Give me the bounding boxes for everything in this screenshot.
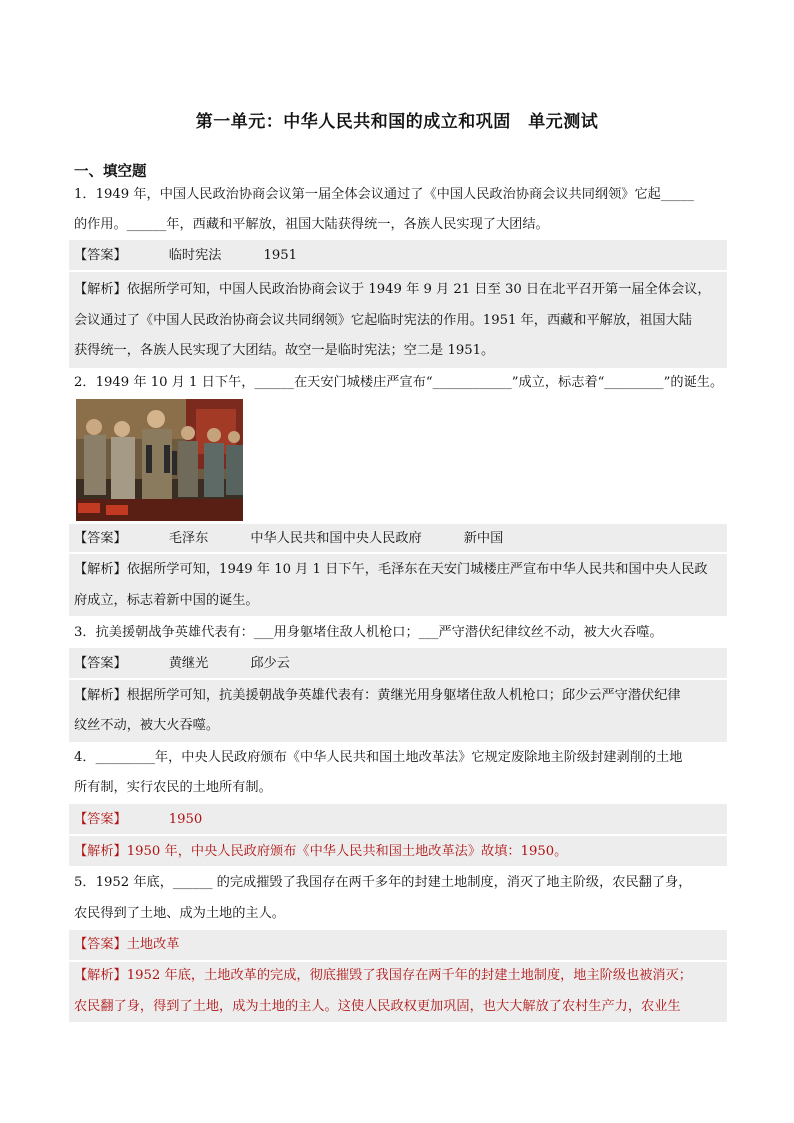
answer-value: 1951 [263, 248, 298, 263]
q2-answer-line [74, 529, 724, 549]
q1-line-1: 1．1949 年，中国人民政治协商会议第一届全体会议通过了《中国人民政治协商会议共同纲领》它起_____ [74, 187, 694, 202]
answer-value: 土地改革 [126, 937, 180, 952]
answer-value: 1950 [168, 812, 203, 827]
q2-line-1: 2．1949 年 10 月 1 日下午，______在天安门城楼庄严宣布“____________”成立，标志着“_________”的诞生。 [74, 375, 724, 390]
q5-answer-line [74, 935, 724, 955]
q5-line-1: 5．1952 年底，______ 的完成摧毁了我国存在两千多年的封建土地制度，消灭了地主阶级，农民翻了身， [74, 875, 692, 890]
q5-analysis-line-1: 【解析】1952 年底，土地改革的完成，彻底摧毁了我国存在两千年的封建土地制度，地主阶级也被消灭； [74, 968, 692, 983]
q3-answer-line [74, 654, 724, 674]
q1-analysis-line-1: 【解析】依据所学可知，中国人民政治协商会议于 1949 年 9 月 21 日至 30 日在北平召开第一届全体会议， [74, 282, 711, 297]
q4-line-1: 4．_________年，中央人民政府颁布《中华人民共和国土地改革法》它规定废除地主阶级封建剥削的土地 [74, 750, 683, 765]
q2-analysis-line-2: 府成立，标志着新中国的诞生。 [74, 593, 259, 608]
q3-analysis-line-2: 纹丝不动，被大火吞噬。 [74, 718, 220, 733]
q3-analysis-line-1: 【解析】根据所学可知，抗美援朝战争英雄代表有：黄继光用身躯堵住敌人机枪口；邱少云严守潜伏纪律 [74, 688, 681, 703]
q5-analysis-line-2: 农民翻了身，得到了土地，成为土地的主人。这使人民政权更加巩固，也大大解放了农村生产力，农业生 [74, 999, 681, 1014]
answer-tag: 【答案】 [74, 531, 127, 546]
page-title: 第一单元：中华人民共和国的成立和巩固 单元测试 [195, 112, 599, 132]
section-heading: 一、填空题 [74, 164, 147, 180]
answer-tag: 【答案】 [74, 812, 127, 827]
answer-value: 毛泽东 [168, 531, 209, 546]
answer-value: 临时宪法 [168, 248, 222, 263]
q5-line-2: 农民得到了土地、成为土地的主人。 [74, 906, 285, 921]
q1-analysis-line-2: 会议通过了《中国人民政治协商会议共同纲领》它起临时宪法的作用。1951 年，西藏和平解放，祖国大陆 [74, 313, 692, 328]
answer-value: 新中国 [463, 531, 504, 546]
answer-tag: 【答案】 [74, 937, 127, 952]
answer-value: 黄继光 [168, 656, 209, 671]
q3-line-1: 3．抗美援朝战争英雄代表有：___用身躯堵住敌人机枪口；___严守潜伏纪律纹丝不动，被大火吞噬。 [74, 625, 663, 640]
q2-analysis-line-1: 【解析】依据所学可知，1949 年 10 月 1 日下午，毛泽东在天安门城楼庄严宣布中华人民共和国中央人民政 [74, 562, 708, 577]
q4-answer-line [74, 810, 724, 830]
answer-tag: 【答案】 [74, 248, 127, 263]
answer-value: 邱少云 [250, 656, 290, 671]
tiananmen-ceremony-photo [76, 399, 243, 521]
q4-analysis-line-1: 【解析】1950 年，中央人民政府颁布《中华人民共和国土地改革法》故填：1950。 [74, 844, 568, 859]
q1-line-2: 的作用。______年，西藏和平解放，祖国大陆获得统一，各族人民实现了大团结。 [74, 217, 549, 232]
q1-answer-line [74, 246, 724, 266]
answer-tag: 【答案】 [74, 656, 127, 671]
q1-analysis-line-3: 获得统一，各族人民实现了大团结。故空一是临时宪法；空二是 1951。 [74, 343, 495, 358]
q4-line-2: 所有制，实行农民的土地所有制。 [74, 780, 272, 795]
answer-value: 中华人民共和国中央人民政府 [250, 531, 422, 546]
